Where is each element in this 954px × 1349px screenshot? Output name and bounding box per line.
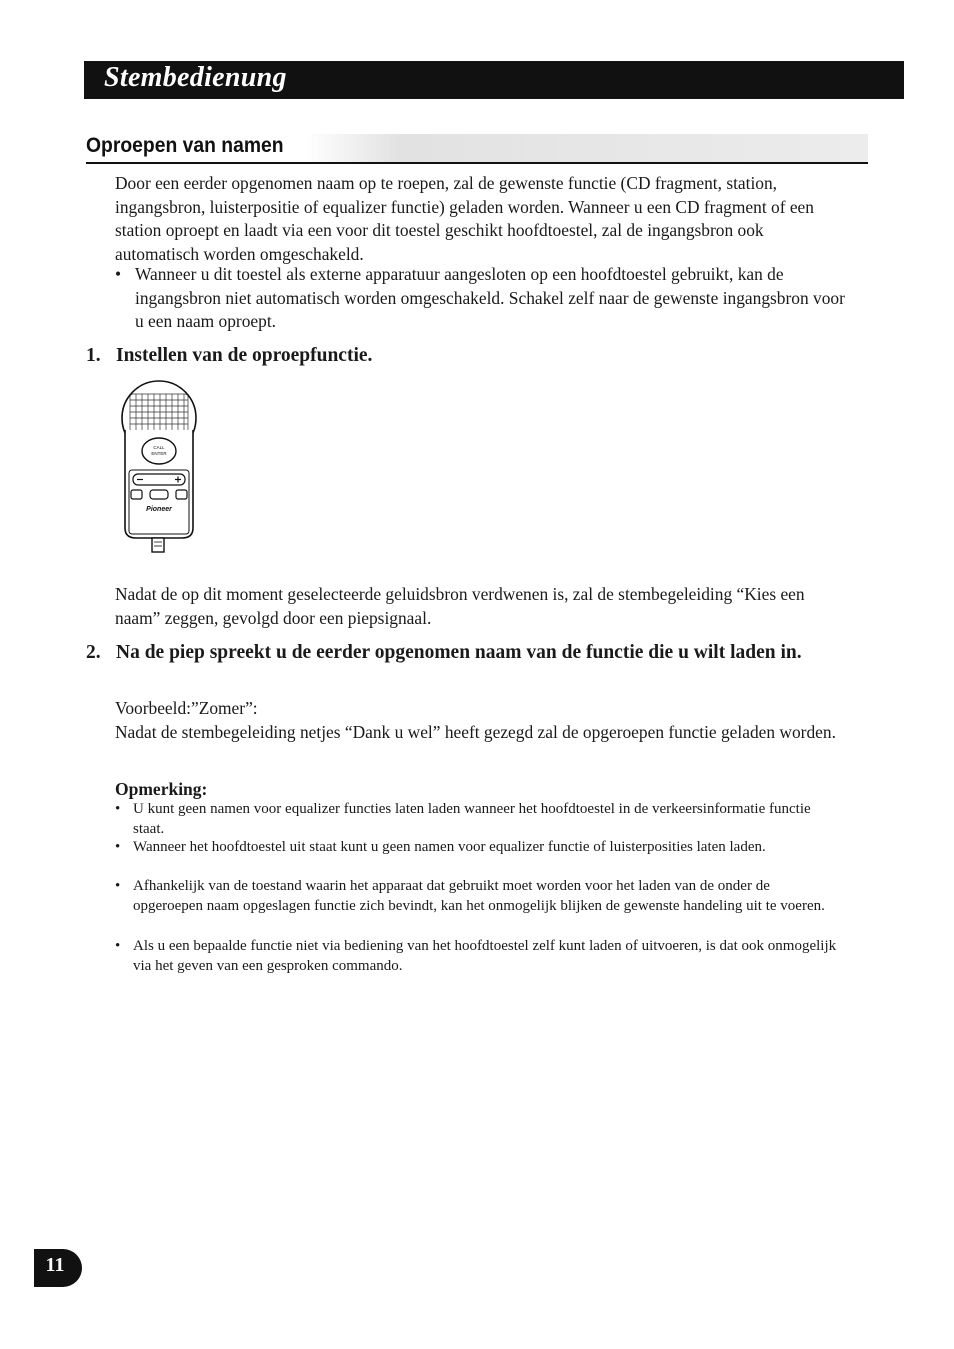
call-label: CALL	[153, 445, 165, 450]
step-2-number: 2.	[86, 642, 101, 663]
section-heading-bar	[86, 134, 868, 164]
bullet-dot: •	[115, 801, 121, 817]
step-2-example: Voorbeeld:”Zomer”:	[115, 698, 258, 718]
section-title: Oproepen van namen	[86, 134, 289, 158]
bullet-dot: •	[115, 938, 121, 954]
enter-label: ENTER	[151, 451, 167, 456]
intro-paragraph: Door een eerder opgenomen naam op te roepen, zal de gewenste functie (CD fragment, station, ingangsbron, luisterpositie of equalizer functie) geladen worden. Wanneer u een CD fragment of een station oproept en laadt via een voor dit toestel geschikt hoofdtoestel, zal de ingangsbron ook automatisch worden omgeschakeld.	[115, 173, 814, 264]
step-2-result: Nadat de stembegeleiding netjes “Dank u wel” heeft gezegd zal de opgeroepen functie geladen worden.	[115, 722, 836, 742]
bullet-dot: •	[115, 839, 121, 855]
step-1-number: 1.	[86, 345, 101, 366]
note-item-text: Afhankelijk van de toestand waarin het apparaat dat gebruikt moet worden voor het laden van de onder de opgeroepen naam opgeslagen functie zich bevindt, kan het onmogelijk blijken de gewenste handeling uit te voeren.	[133, 878, 825, 914]
small-button-icon	[131, 490, 142, 499]
note-title: Opmerking:	[115, 779, 208, 799]
cable-connector-icon	[152, 538, 164, 552]
note-item-text: U kunt geen namen voor equalizer functies laten laden wanneer het hoofdtoestel in de verkeersinformatie functie staat.	[133, 801, 811, 837]
bullet-dot: •	[115, 878, 121, 894]
bullet-dot: •	[115, 264, 122, 284]
header-banner	[84, 61, 904, 99]
brand-logo: Pioneer	[146, 506, 172, 513]
small-button-icon	[150, 490, 168, 499]
intro-bullet-text: Wanneer u dit toestel als externe apparatuur aangesloten op een hoofdtoestel gebruikt, kan de ingangsbron niet automatisch worden omgeschakeld. Schakel zelf naar de gewenste ingangsbron voor u een naam oproept.	[135, 264, 845, 331]
small-button-icon	[176, 490, 187, 499]
page-number-tab	[34, 1249, 82, 1287]
step-1-result: Nadat de op dit moment geselecteerde geluidsbron verdwenen is, zal de stembegeleiding “Kies een naam” zeggen, gevolgd door een piepsignaal.	[115, 584, 805, 628]
voice-remote-illustration	[116, 378, 202, 556]
step-2-title: Na de piep spreekt u de eerder opgenomen naam van de functie die u wilt laden in.	[116, 642, 802, 663]
step-1-title: Instellen van de oproepfunctie.	[116, 345, 373, 366]
page-number: 11	[45, 1254, 65, 1276]
note-item-text: Als u een bepaalde functie niet via bediening van het hoofdtoestel zelf kunt laden of uitvoeren, is dat ook onmogelijk via het geven van een gesproken commando.	[133, 938, 837, 974]
note-item-text: Wanneer het hoofdtoestel uit staat kunt u geen namen voor equalizer functie of luisterposities laten laden.	[133, 839, 766, 855]
header-title: Stembedienung	[104, 62, 287, 93]
